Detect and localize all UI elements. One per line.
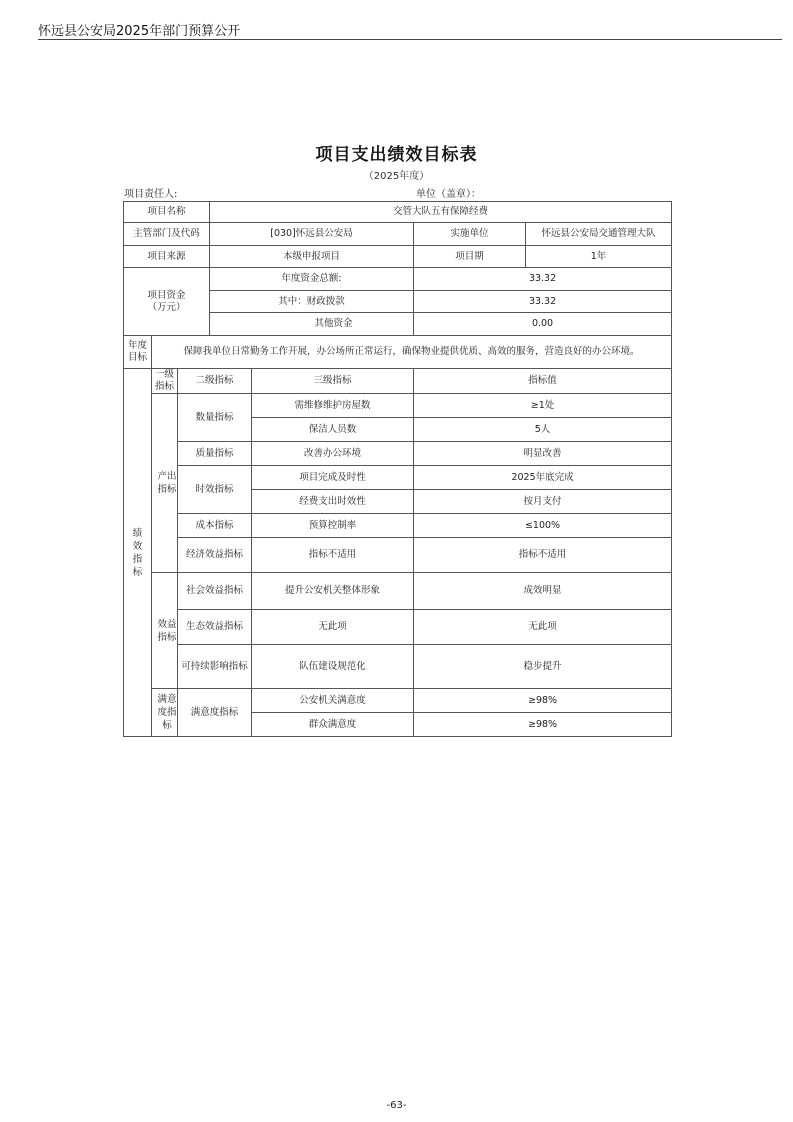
project-name-label: 项目名称 (124, 202, 210, 223)
funds-total-label: 年度资金总额: (210, 268, 414, 291)
indicator-level3: 指标不适用 (252, 538, 414, 573)
table-row (124, 645, 672, 689)
indicator-value: 稳步提升 (414, 645, 672, 689)
timeliness-indicator-label: 时效指标 (178, 466, 252, 514)
source-value: 本级申报项目 (210, 246, 414, 268)
page-number: -63- (386, 1100, 407, 1111)
indicator-level3: 改善办公环境 (252, 442, 414, 466)
period-value: 1年 (526, 246, 672, 268)
funds-label-cell (124, 268, 210, 336)
indicator-level3: 提升公安机关整体形象 (252, 573, 414, 610)
table-row (124, 394, 672, 418)
indicator-value: ≥98% (414, 689, 672, 713)
social-indicator-label: 社会效益指标 (178, 573, 252, 610)
indicator-value: 明显改善 (414, 442, 672, 466)
benefit-indicators-label: 效益指标 (152, 573, 178, 689)
table-row (124, 514, 672, 538)
satisfaction-sub-label: 满意度指标 (178, 689, 252, 737)
cost-indicator-label: 成本指标 (178, 514, 252, 538)
page-header-title: 怀远县公安局2025年部门预算公开 (38, 24, 241, 39)
indicator-value: ≤100% (414, 514, 672, 538)
funds-fiscal-label: 其中：财政拨款 (210, 291, 414, 313)
table-row (124, 336, 672, 369)
unit-seal-label: 单位（盖章）： (416, 189, 481, 200)
indicator-value: 指标不适用 (414, 538, 672, 573)
indicator-level3: 队伍建设规范化 (252, 645, 414, 689)
dept-label: 主管部门及代码 (124, 223, 210, 246)
funds-other-value: 0.00 (414, 313, 672, 336)
table-row (124, 202, 672, 223)
annual-goal-text: 保障我单位日常勤务工作开展，办公场所正常运行，确保物业提供优质、高效的服务，营造良好的办公环境。 (152, 336, 672, 369)
indicator-level3: 公安机关满意度 (252, 689, 414, 713)
funds-total-value: 33.32 (414, 268, 672, 291)
funds-label: 项目资金 (147, 289, 186, 301)
col-level2-header: 二级指标 (178, 369, 252, 394)
indicator-level3: 预算控制率 (252, 514, 414, 538)
funds-other-label: 其他资金 (210, 313, 414, 336)
col-value-header: 指标值 (414, 369, 672, 394)
indicator-level3: 无此项 (252, 610, 414, 645)
table-row (124, 268, 672, 291)
document-title: 项目支出绩效目标表 (315, 145, 478, 165)
table-row (124, 573, 672, 610)
table-row (124, 538, 672, 573)
indicator-level3: 群众满意度 (252, 713, 414, 737)
indicator-value: 按月支付 (414, 490, 672, 514)
indicator-value: ≥98% (414, 713, 672, 737)
indicator-value: 成效明显 (414, 573, 672, 610)
responsible-person-label: 项目责任人: (124, 189, 178, 200)
period-label: 项目期 (414, 246, 526, 268)
project-name-value: 交管大队五有保障经费 (210, 202, 672, 223)
header-divider (38, 39, 782, 40)
dept-value: [030]怀远县公安局 (210, 223, 414, 246)
quality-indicator-label: 质量指标 (178, 442, 252, 466)
col-level3-header: 三级指标 (252, 369, 414, 394)
indicator-level3: 保洁人员数 (252, 418, 414, 442)
col-level1-header: 一级指标 (152, 369, 178, 394)
indicator-level3: 经费支出时效性 (252, 490, 414, 514)
economic-indicator-label: 经济效益指标 (178, 538, 252, 573)
table-row (124, 466, 672, 490)
table-row (124, 442, 672, 466)
perf-indicators-label: 绩效指标 (124, 369, 152, 737)
impl-unit-value: 怀远县公安局交通管理大队 (526, 223, 672, 246)
output-indicators-label: 产出指标 (152, 394, 178, 573)
indicator-level3: 需维修维护房屋数 (252, 394, 414, 418)
satisfaction-indicators-label: 满意度指标 (152, 689, 178, 737)
indicator-value: ≥1处 (414, 394, 672, 418)
funds-unit: （万元） (147, 301, 186, 313)
table-row (124, 246, 672, 268)
eco-indicator-label: 生态效益指标 (178, 610, 252, 645)
table-row (124, 369, 672, 394)
table-row (124, 610, 672, 645)
funds-fiscal-value: 33.32 (414, 291, 672, 313)
performance-table (123, 201, 672, 737)
table-row (124, 689, 672, 713)
indicator-value: 2025年底完成 (414, 466, 672, 490)
quantity-indicator-label: 数量指标 (178, 394, 252, 442)
indicator-value: 无此项 (414, 610, 672, 645)
indicator-level3: 项目完成及时性 (252, 466, 414, 490)
indicator-value: 5人 (414, 418, 672, 442)
source-label: 项目来源 (124, 246, 210, 268)
table-row (124, 223, 672, 246)
document-year: （2025年度） (363, 171, 430, 182)
annual-goal-label: 年度目标 (124, 336, 152, 369)
impl-unit-label: 实施单位 (414, 223, 526, 246)
sustain-indicator-label: 可持续影响指标 (178, 645, 252, 689)
